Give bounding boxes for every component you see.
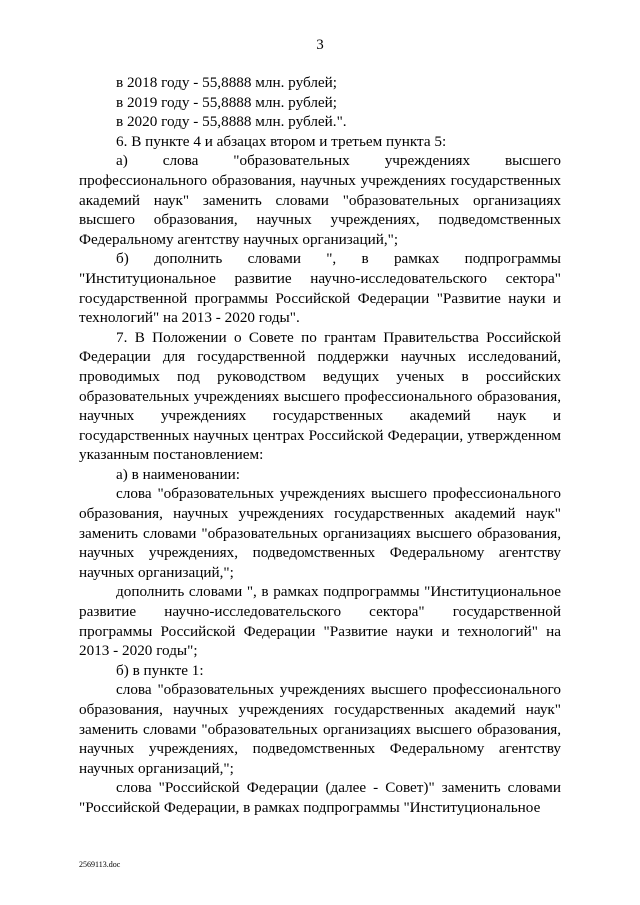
document-body <box>79 73 561 818</box>
paragraph: б) дополнить словами ", в рамках подпрограммы "Институциональное развитие научно-исследовательского сектора" государственной программы Российской Федерации "Развитие науки и технологий" на 2013 - 2020 годы". <box>79 250 561 327</box>
paragraph: слова "образовательных учреждениях высшего профессионального образования, научных учреждениях государственных академий наук" заменить словами "образовательных организациях высшего образования, научных учреждениях, подведомственных Федеральному агентству научных организаций,"; <box>79 485 561 581</box>
paragraph: а) слова "образовательных учреждениях высшего профессионального образования, научных учреждениях государственных академий наук" заменить словами "образовательных организациях высшего образования, научных учреждениях, подведомственных Федеральному агентству научных организаций,"; <box>79 152 561 248</box>
paragraph: дополнить словами ", в рамках подпрограммы "Институциональное развитие научно-исследовательского сектора" государственной программы Российской Федерации "Развитие науки и технологий" на 2013 - 2020 годы"; <box>79 583 561 660</box>
paragraph: в 2019 году - 55,8888 млн. рублей; <box>116 93 337 111</box>
paragraph: в 2018 году - 55,8888 млн. рублей; <box>116 74 337 91</box>
paragraph: б) в пункте 1: <box>116 661 204 679</box>
paragraph: в 2020 году - 55,8888 млн. рублей.". <box>116 113 347 131</box>
paragraph: а) в наименовании: <box>116 465 240 483</box>
document-filename: 2569113.doc <box>79 860 121 869</box>
page-number: 3 <box>316 37 324 53</box>
paragraph: слова "Российской Федерации (далее - Совет)" заменить словами "Российской Федерации, в рамках подпрограммы "Институциональное <box>79 779 561 816</box>
paragraph: 6. В пункте 4 и абзацах втором и третьем пункта 5: <box>116 132 447 150</box>
paragraph: 7. В Положении о Совете по грантам Правительства Российской Федерации для государственной поддержки научных исследований, проводимых под руководством ведущих ученых в российских образовательных учреждениях высшего профессионального образования, научных учреждениях государственных академий наук и государственных научных центрах Российской Федерации, утвержденном указанным постановлением: <box>79 328 561 464</box>
paragraph: слова "образовательных учреждениях высшего профессионального образования, научных учреждениях государственных академий наук" заменить словами "образовательных организациях высшего образования, научных учреждениях, подведомственных Федеральному агентству научных организаций,"; <box>79 681 561 777</box>
